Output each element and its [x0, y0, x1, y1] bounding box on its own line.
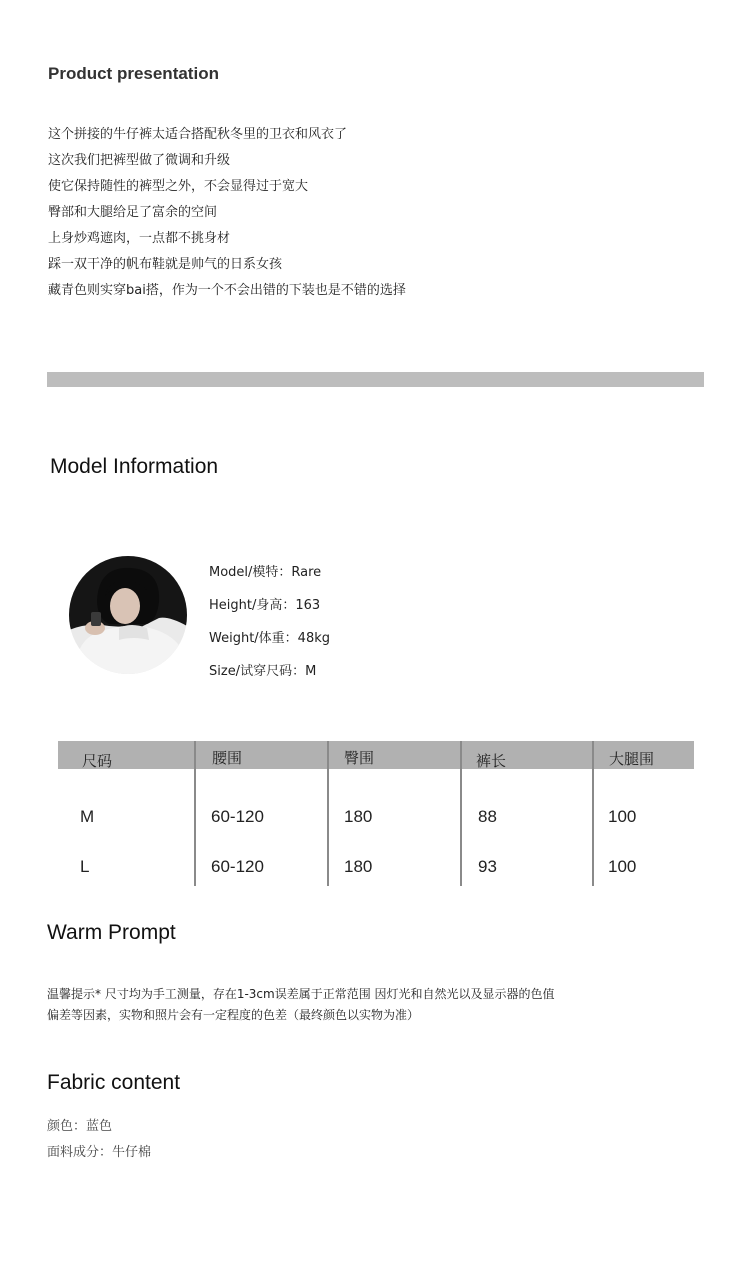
header-length: 裤长 [476, 752, 507, 770]
model-weight: Weight/体重：48kg [209, 631, 330, 646]
model-avatar [69, 556, 187, 674]
product-description [48, 122, 406, 304]
table-cell: 100 [608, 807, 637, 826]
warm-prompt-line: 温馨提示* 尺寸均为手工测量，存在1-3cm误差属于正常范围 因灯光和自然光以及显示器的色值 [47, 987, 555, 1001]
fabric-details [47, 1114, 151, 1166]
table-cell: M [80, 807, 95, 826]
fabric-color: 颜色：蓝色 [47, 1119, 113, 1134]
description-line: 上身炒鸡遮肉，一点都不挑身材 [48, 231, 231, 246]
model-name: Model/模特：Rare [209, 565, 322, 580]
description-line: 踩一双干净的帆布鞋就是帅气的日系女孩 [48, 257, 283, 272]
model-photo [69, 556, 187, 674]
table-cell: 180 [344, 807, 373, 826]
table-header-row [58, 741, 694, 769]
model-information-title: Model Information [50, 455, 219, 478]
column-divider [327, 741, 329, 886]
table-cell: 60-120 [211, 857, 264, 876]
fabric-content-title: Fabric content [47, 1071, 181, 1094]
header-hip: 臀围 [344, 749, 375, 767]
description-line: 这个拼接的牛仔裤太适合搭配秋冬里的卫衣和风衣了 [48, 127, 348, 142]
header-thigh: 大腿围 [609, 750, 655, 768]
warm-prompt-text [47, 984, 555, 1026]
fabric-material: 面料成分：牛仔棉 [47, 1145, 152, 1160]
product-presentation-title: Product presentation [48, 64, 219, 83]
header-size: 尺码 [82, 752, 113, 770]
description-line: 臀部和大腿给足了富余的空间 [48, 205, 218, 220]
section-divider [47, 372, 704, 387]
header-waist: 腰围 [212, 749, 243, 767]
description-line: 藏青色则实穿bai搭，作为一个不会出错的下装也是不错的选择 [48, 283, 406, 298]
model-height: Height/身高：163 [209, 598, 321, 613]
warm-prompt-title: Warm Prompt [47, 921, 176, 944]
column-divider [592, 741, 594, 886]
size-table [58, 741, 694, 886]
model-size: Size/试穿尺码：M [209, 664, 317, 679]
table-cell: 180 [344, 857, 373, 876]
description-line: 这次我们把裤型做了微调和升级 [48, 153, 231, 168]
column-divider [194, 741, 196, 886]
model-details [209, 556, 330, 688]
description-line: 使它保持随性的裤型之外，不会显得过于宽大 [48, 179, 309, 194]
table-cell: 100 [608, 857, 637, 876]
column-divider [460, 741, 462, 886]
table-cell: 88 [478, 807, 497, 826]
warm-prompt-line: 偏差等因素，实物和照片会有一定程度的色差（最终颜色以实物为准） [47, 1008, 420, 1022]
table-cell: L [80, 857, 90, 876]
table-cell: 93 [478, 857, 497, 876]
table-cell: 60-120 [211, 807, 264, 826]
